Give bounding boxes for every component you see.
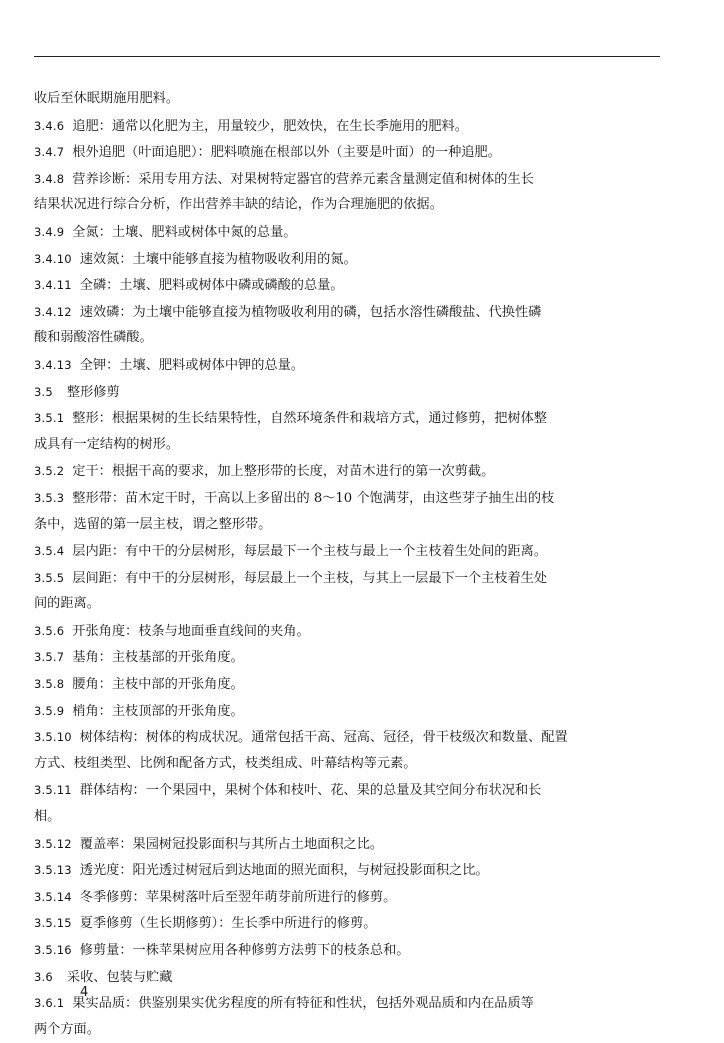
- clause-line: [34, 671, 684, 698]
- clause-number: 3.4.9: [34, 224, 65, 239]
- clause-line: [34, 857, 684, 884]
- clause-text: 整形带：苗木定干时，干高以上多留出的 8～10 个饱满芽，由这些芽子抽生出的枝: [72, 490, 555, 506]
- clause-text: 基角：主枝基部的开张角度。: [72, 650, 244, 666]
- clause-number: 3.4.6: [34, 118, 65, 133]
- clause-text: 腰角：主枝中部的开张角度。: [72, 677, 244, 693]
- continuation-line: [34, 325, 684, 352]
- clause-line: [34, 139, 684, 166]
- clause-text: 开张角度：枝条与地面垂直线间的夹角。: [72, 623, 310, 639]
- continuation-line: [34, 1017, 684, 1043]
- section-heading: [34, 964, 684, 991]
- clause-text: 营养诊断：采用专用方法、对果树特定器官的营养元素含量测定值和树体的生长: [72, 171, 534, 187]
- document-body: [34, 86, 684, 1043]
- continuation-line: [34, 591, 684, 618]
- clause-line: [34, 405, 684, 432]
- clause-number: 3.5.13: [34, 863, 72, 878]
- clause-line: [34, 485, 684, 512]
- clause-line: [34, 884, 684, 911]
- clause-number: 3.5.16: [34, 943, 72, 957]
- clause-number: 3.6: [34, 969, 53, 984]
- clause-text: 冬季修剪：苹果树落叶后至翌年萌芽前所进行的修剪。: [79, 889, 397, 905]
- continuation-line: [34, 751, 684, 778]
- clause-text: 速效氮：土壤中能够直接为植物吸收利用的氮。: [79, 251, 357, 267]
- clause-text: 透光度：阳光透过树冠后到达地面的照光面积，与树冠投影面积之比。: [79, 863, 489, 879]
- clause-line: [34, 352, 684, 379]
- clause-line: [34, 299, 684, 326]
- clause-text: 树体结构：树体的构成状况。通常包括干高、冠高、冠径，骨干枝级次和数量、配置: [79, 730, 568, 746]
- page-number: 4: [80, 985, 89, 1000]
- clause-line: [34, 990, 684, 1017]
- clause-text: 追肥：通常以化肥为主，用量较少，肥效快，在生长季施用的肥料。: [72, 118, 468, 134]
- clause-number: 3.4.13: [34, 357, 72, 372]
- clause-number: 3.5.8: [34, 677, 65, 692]
- clause-text: 条中，选留的第一层主枝，谓之整形带。: [34, 516, 272, 532]
- clause-number: 3.5.3: [34, 490, 65, 505]
- clause-text: 层内距：有中干的分层树形，每层最下一个主枝与最上一个主枝着生处间的距离。: [72, 544, 548, 560]
- clause-line: [34, 724, 684, 751]
- clause-number: 3.5.12: [34, 836, 72, 851]
- clause-line: [34, 246, 684, 273]
- clause-text: 速效磷：为土壤中能够直接为植物吸收利用的磷，包括水溶性磷酸盐、代换性磷: [79, 304, 542, 320]
- clause-number: 3.5.10: [34, 730, 72, 745]
- clause-number: 3.5.9: [34, 703, 65, 718]
- clause-text: 收后至休眠期施用肥料。: [34, 91, 180, 106]
- clause-number: 3.4.7: [34, 145, 65, 160]
- clause-number: 3.4.8: [34, 171, 65, 186]
- clause-text: 全磷：土壤、肥料或树体中磷或磷酸的总量。: [79, 278, 344, 294]
- continuation-line: [34, 432, 684, 459]
- clause-line: [34, 937, 684, 964]
- clause-number: 3.4.10: [34, 251, 72, 266]
- clause-text: 相。: [34, 809, 61, 825]
- clause-number: 3.5.2: [34, 464, 65, 479]
- clause-number: 3.5.11: [34, 783, 72, 798]
- clause-line: [34, 618, 684, 645]
- clause-text: 整形修剪: [66, 384, 120, 400]
- continuation-line: [34, 86, 684, 113]
- clause-line: [34, 565, 684, 592]
- clause-number: 3.4.12: [34, 304, 72, 319]
- clause-text: 全钾：土壤、肥料或树体中钾的总量。: [79, 357, 304, 373]
- clause-line: [34, 910, 684, 937]
- clause-text: 定干：根据干高的要求，加上整形带的长度，对苗木进行的第一次剪截。: [72, 464, 495, 480]
- clause-text: 全氮：土壤、肥料或树体中氮的总量。: [72, 224, 297, 240]
- continuation-line: [34, 804, 684, 831]
- clause-number: 3.5.4: [34, 544, 65, 559]
- clause-line: [34, 698, 684, 725]
- clause-line: [34, 113, 684, 140]
- clause-line: [34, 644, 684, 671]
- clause-number: 3.5.1: [34, 411, 65, 426]
- clause-text: 果实品质：供鉴别果实优劣程度的所有特征和性状，包括外观品质和内在品质等: [72, 996, 534, 1012]
- clause-text: 结果状况进行综合分析，作出营养丰缺的结论，作为合理施肥的依据。: [34, 197, 443, 213]
- clause-number: 3.5.6: [34, 623, 65, 638]
- clause-line: [34, 458, 684, 485]
- clause-number: 3.5: [34, 384, 53, 399]
- clause-text: 整形：根据果树的生长结果特性，自然环境条件和栽培方式，通过修剪，把树体整: [72, 411, 548, 427]
- clause-line: [34, 272, 684, 299]
- clause-text: 梢角：主枝顶部的开张角度。: [72, 703, 244, 719]
- clause-text: 修剪量：一株苹果树应用各种修剪方法剪下的枝条总和。: [79, 943, 410, 958]
- clause-text: 两个方面。: [34, 1021, 100, 1037]
- clause-line: [34, 166, 684, 193]
- clause-number: 3.5.5: [34, 570, 65, 585]
- clause-line: [34, 538, 684, 565]
- continuation-line: [34, 192, 684, 219]
- clause-text: 根外追肥（叶面追肥）：肥料喷施在根部以外（主要是叶面）的一种追肥。: [72, 145, 501, 161]
- clause-number: 3.6.1: [34, 996, 65, 1011]
- clause-text: 成具有一定结构的树形。: [34, 436, 180, 452]
- section-heading: [34, 379, 684, 406]
- clause-text: 层间距：有中干的分层树形，每层最上一个主枝，与其上一层最下一个主枝着生处: [72, 570, 548, 586]
- clause-text: 方式、枝组类型、比例和配备方式，枝类组成、叶幕结构等元素。: [34, 755, 417, 771]
- clause-text: 采收、包装与贮藏: [66, 969, 173, 985]
- clause-text: 覆盖率：果园树冠投影面积与其所占土地面积之比。: [79, 836, 384, 852]
- clause-number: 3.5.14: [34, 889, 72, 904]
- clause-line: [34, 219, 684, 246]
- clause-line: [34, 777, 684, 804]
- clause-text: 间的距离。: [34, 596, 100, 612]
- clause-number: 3.5.7: [34, 650, 65, 665]
- clause-text: 酸和弱酸溶性磷酸。: [34, 330, 153, 346]
- clause-number: 3.5.15: [34, 916, 72, 931]
- clause-number: 3.4.11: [34, 278, 72, 293]
- clause-text: 群体结构：一个果园中，果树个体和枝叶、花、果的总量及其空间分布状况和长: [79, 783, 542, 799]
- continuation-line: [34, 512, 684, 539]
- clause-text: 夏季修剪（生长期修剪）：生长季中所进行的修剪。: [79, 916, 377, 932]
- clause-line: [34, 831, 684, 858]
- header-rule: [34, 56, 660, 57]
